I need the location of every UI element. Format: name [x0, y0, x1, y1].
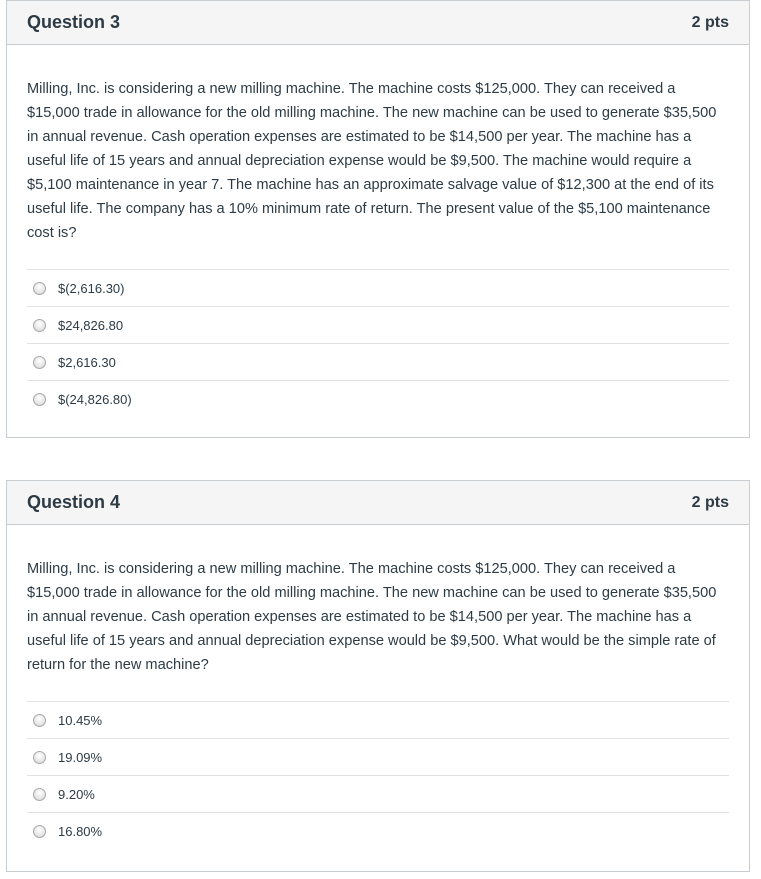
- radio-button-icon[interactable]: [33, 393, 46, 406]
- answer-label: 10.45%: [58, 712, 103, 728]
- answer-label: 19.09%: [58, 749, 103, 765]
- answer-list: [27, 701, 729, 850]
- question-header: [7, 481, 749, 525]
- answer-label: 9.20%: [58, 786, 95, 802]
- answer-list: [27, 269, 729, 418]
- question-3-card: [6, 0, 750, 438]
- question-title: Question 3: [27, 12, 121, 32]
- question-text: Milling, Inc. is considering a new milling machine. The machine costs $125,000. They can received a $15,000 trade in allowance for the old milling machine. The new machine can be used to generate $35,500 in annual revenue. Cash operation expenses are estimated to be $14,500 per year. The machine has a useful life of 15 years and annual depreciation expense would be $9,500. What would be the simple rate of return for the new machine?: [27, 561, 717, 673]
- answer-option[interactable]: [27, 381, 729, 418]
- answer-option[interactable]: [27, 344, 729, 381]
- radio-button-icon[interactable]: [33, 319, 46, 332]
- answer-option[interactable]: [27, 307, 729, 344]
- answer-label: $(24,826.80): [58, 392, 132, 407]
- radio-button-icon[interactable]: [33, 825, 46, 838]
- question-text: Milling, Inc. is considering a new milling machine. The machine costs $125,000. They can received a $15,000 trade in allowance for the old milling machine. The new machine can be used to generate $35,500 in annual revenue. Cash operation expenses are estimated to be $14,500 per year. The machine has a useful life of 15 years and annual depreciation expense would be $9,500. The machine would require a $5,100 maintenance in year 7. The machine has an approximate salvage value of $12,300 at the end of its useful life. The company has a 10% minimum rate of return. The present value of the $5,100 maintenance cost is?: [27, 81, 717, 241]
- question-points: 2 pts: [691, 493, 729, 511]
- radio-button-icon[interactable]: [33, 282, 46, 295]
- answer-option[interactable]: [27, 813, 729, 850]
- answer-label: $24,826.80: [58, 317, 124, 333]
- radio-button-icon[interactable]: [33, 788, 46, 801]
- radio-button-icon[interactable]: [33, 356, 46, 369]
- question-4-card: [6, 480, 750, 872]
- question-title: Question 4: [27, 492, 121, 512]
- answer-label: $2,616.30: [58, 354, 116, 370]
- answer-option[interactable]: [27, 270, 729, 307]
- radio-button-icon[interactable]: [33, 751, 46, 764]
- question-points: 2 pts: [691, 13, 729, 31]
- radio-button-icon[interactable]: [33, 714, 46, 727]
- answer-option[interactable]: [27, 739, 729, 776]
- answer-label: $(2,616.30): [58, 280, 125, 296]
- answer-option[interactable]: [27, 702, 729, 739]
- question-header: [7, 1, 749, 45]
- answer-label: 16.80%: [58, 824, 103, 839]
- answer-option[interactable]: [27, 776, 729, 813]
